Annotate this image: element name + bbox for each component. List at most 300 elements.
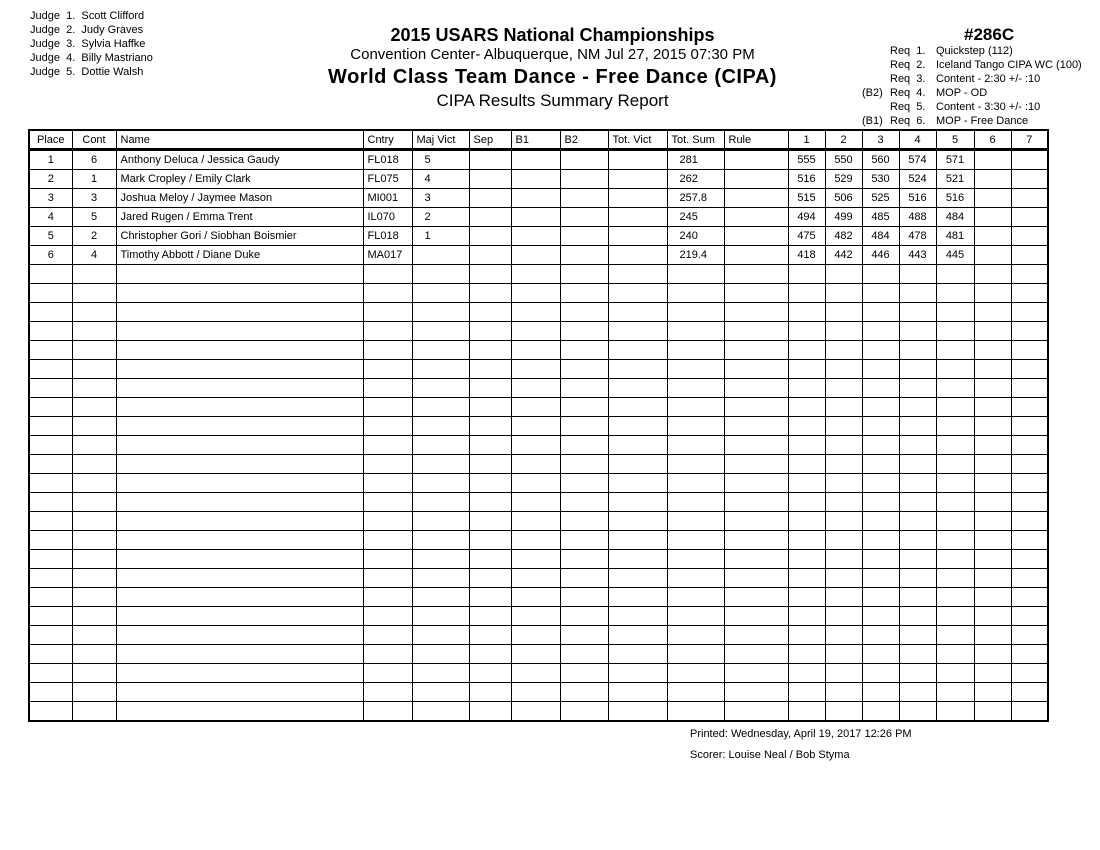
empty-cell <box>560 341 608 360</box>
cell-b2 <box>560 189 608 208</box>
empty-cell <box>116 512 363 531</box>
empty-cell <box>608 569 667 588</box>
cell-j6 <box>974 189 1011 208</box>
empty-cell <box>412 493 469 512</box>
empty-cell <box>412 569 469 588</box>
empty-cell <box>667 398 724 417</box>
empty-cell <box>1011 512 1048 531</box>
cell-tot-vict <box>608 246 667 265</box>
empty-cell <box>1011 379 1048 398</box>
req-label: Req 1. <box>890 45 926 57</box>
empty-cell <box>825 664 862 683</box>
cell-b1 <box>511 227 560 246</box>
empty-cell <box>788 645 825 664</box>
empty-row <box>29 664 1048 683</box>
req-label: Req 6. <box>890 115 926 127</box>
empty-cell <box>469 702 511 722</box>
empty-cell <box>412 550 469 569</box>
cell-place: 1 <box>29 150 72 170</box>
column-header: Maj Vict <box>412 130 469 150</box>
empty-cell <box>412 379 469 398</box>
empty-cell <box>363 531 412 550</box>
cell-place: 6 <box>29 246 72 265</box>
empty-cell <box>825 550 862 569</box>
empty-cell <box>936 379 974 398</box>
empty-cell <box>608 284 667 303</box>
empty-cell <box>72 474 116 493</box>
column-header: 7 <box>1011 130 1048 150</box>
empty-cell <box>1011 588 1048 607</box>
empty-cell <box>412 626 469 645</box>
empty-cell <box>1011 683 1048 702</box>
empty-cell <box>29 379 72 398</box>
results-table <box>28 129 1049 722</box>
empty-cell <box>608 550 667 569</box>
cell-j3: 530 <box>862 170 899 189</box>
empty-cell <box>29 265 72 284</box>
cell-b2 <box>560 227 608 246</box>
empty-cell <box>29 683 72 702</box>
empty-cell <box>825 569 862 588</box>
empty-cell <box>825 417 862 436</box>
scorer-line: Scorer: Louise Neal / Bob Styma <box>690 749 850 761</box>
empty-cell <box>974 265 1011 284</box>
empty-cell <box>899 417 936 436</box>
empty-cell <box>936 512 974 531</box>
empty-cell <box>560 683 608 702</box>
empty-cell <box>608 417 667 436</box>
empty-row <box>29 303 1048 322</box>
empty-cell <box>363 550 412 569</box>
empty-cell <box>363 474 412 493</box>
empty-cell <box>788 683 825 702</box>
empty-cell <box>724 607 788 626</box>
empty-cell <box>788 284 825 303</box>
empty-cell <box>667 436 724 455</box>
empty-cell <box>608 493 667 512</box>
empty-cell <box>29 702 72 722</box>
empty-cell <box>608 398 667 417</box>
requirement <box>862 58 1082 72</box>
empty-cell <box>412 588 469 607</box>
empty-cell <box>608 265 667 284</box>
empty-cell <box>974 493 1011 512</box>
empty-cell <box>72 360 116 379</box>
req-label: Req 4. <box>890 87 926 99</box>
empty-cell <box>862 417 899 436</box>
empty-cell <box>72 379 116 398</box>
empty-row <box>29 607 1048 626</box>
empty-cell <box>788 379 825 398</box>
empty-cell <box>1011 626 1048 645</box>
empty-cell <box>72 436 116 455</box>
empty-cell <box>469 303 511 322</box>
empty-cell <box>825 645 862 664</box>
empty-cell <box>363 645 412 664</box>
judge-line <box>30 9 153 23</box>
cell-j6 <box>974 170 1011 189</box>
empty-cell <box>788 607 825 626</box>
empty-cell <box>667 702 724 722</box>
judge-label: Judge 2. <box>30 24 76 36</box>
empty-cell <box>560 360 608 379</box>
cell-tot-sum: 240 <box>667 227 724 246</box>
empty-cell <box>724 474 788 493</box>
empty-cell <box>667 341 724 360</box>
empty-cell <box>511 360 560 379</box>
judge-line <box>30 23 153 37</box>
empty-cell <box>511 398 560 417</box>
empty-cell <box>608 322 667 341</box>
empty-cell <box>724 436 788 455</box>
empty-cell <box>825 322 862 341</box>
empty-cell <box>862 474 899 493</box>
judge-name: Sylvia Haffke <box>81 38 146 50</box>
empty-cell <box>560 569 608 588</box>
cell-tot-vict <box>608 227 667 246</box>
cell-cntry: IL070 <box>363 208 412 227</box>
cell-maj-vict: 2 <box>412 208 469 227</box>
empty-cell <box>862 645 899 664</box>
cell-tot-vict <box>608 189 667 208</box>
empty-cell <box>363 607 412 626</box>
cell-j1: 475 <box>788 227 825 246</box>
empty-row <box>29 322 1048 341</box>
empty-cell <box>116 341 363 360</box>
cell-b1 <box>511 189 560 208</box>
empty-cell <box>862 284 899 303</box>
empty-cell <box>825 379 862 398</box>
cell-j3: 525 <box>862 189 899 208</box>
empty-cell <box>72 322 116 341</box>
empty-row <box>29 683 1048 702</box>
empty-cell <box>862 455 899 474</box>
empty-cell <box>72 512 116 531</box>
empty-cell <box>825 493 862 512</box>
cell-name: Joshua Meloy / Jaymee Mason <box>116 189 363 208</box>
empty-cell <box>724 569 788 588</box>
req-prefix <box>862 100 890 114</box>
empty-cell <box>936 474 974 493</box>
empty-row <box>29 341 1048 360</box>
requirements-list <box>862 44 1082 128</box>
cell-j2: 499 <box>825 208 862 227</box>
cell-j2: 506 <box>825 189 862 208</box>
empty-cell <box>825 588 862 607</box>
empty-cell <box>608 379 667 398</box>
empty-cell <box>899 474 936 493</box>
cell-j6 <box>974 227 1011 246</box>
empty-row <box>29 360 1048 379</box>
empty-cell <box>363 588 412 607</box>
judge-label: Judge 4. <box>30 52 76 64</box>
printed-timestamp: Printed: Wednesday, April 19, 2017 12:26 PM <box>690 728 912 740</box>
empty-cell <box>29 607 72 626</box>
cell-j3: 560 <box>862 150 899 170</box>
req-text: MOP - OD <box>936 87 988 99</box>
cell-b2 <box>560 170 608 189</box>
empty-cell <box>825 436 862 455</box>
empty-cell <box>667 664 724 683</box>
column-header: Tot. Sum <box>667 130 724 150</box>
empty-cell <box>29 436 72 455</box>
empty-cell <box>412 645 469 664</box>
empty-cell <box>1011 360 1048 379</box>
empty-cell <box>29 531 72 550</box>
cell-j3: 484 <box>862 227 899 246</box>
empty-cell <box>560 303 608 322</box>
cell-cont: 6 <box>72 150 116 170</box>
cell-tot-vict <box>608 208 667 227</box>
empty-cell <box>788 493 825 512</box>
empty-cell <box>1011 550 1048 569</box>
table-row <box>29 208 1048 227</box>
cell-tot-sum: 281 <box>667 150 724 170</box>
cell-j5: 521 <box>936 170 974 189</box>
empty-cell <box>469 360 511 379</box>
cell-j2: 482 <box>825 227 862 246</box>
event-title: World Class Team Dance - Free Dance (CIPA) <box>328 66 777 88</box>
empty-cell <box>469 284 511 303</box>
empty-cell <box>1011 493 1048 512</box>
cell-j2: 529 <box>825 170 862 189</box>
empty-cell <box>363 436 412 455</box>
empty-cell <box>412 455 469 474</box>
empty-cell <box>560 474 608 493</box>
cell-j6 <box>974 208 1011 227</box>
empty-row <box>29 455 1048 474</box>
empty-cell <box>1011 702 1048 722</box>
cell-cont: 2 <box>72 227 116 246</box>
empty-cell <box>825 398 862 417</box>
empty-cell <box>825 607 862 626</box>
empty-cell <box>825 512 862 531</box>
empty-row <box>29 702 1048 722</box>
empty-cell <box>862 588 899 607</box>
empty-cell <box>116 683 363 702</box>
cell-b2 <box>560 150 608 170</box>
cell-j7 <box>1011 150 1048 170</box>
empty-cell <box>667 588 724 607</box>
empty-cell <box>116 493 363 512</box>
empty-cell <box>608 360 667 379</box>
empty-cell <box>899 436 936 455</box>
empty-cell <box>469 512 511 531</box>
cell-sep <box>469 208 511 227</box>
empty-cell <box>724 322 788 341</box>
empty-cell <box>363 569 412 588</box>
cell-maj-vict: 4 <box>412 170 469 189</box>
empty-cell <box>667 417 724 436</box>
empty-cell <box>825 303 862 322</box>
report-name: CIPA Results Summary Report <box>436 91 669 110</box>
cell-sep <box>469 189 511 208</box>
empty-cell <box>29 360 72 379</box>
empty-cell <box>667 455 724 474</box>
empty-cell <box>116 398 363 417</box>
empty-cell <box>412 341 469 360</box>
empty-cell <box>825 683 862 702</box>
empty-cell <box>974 398 1011 417</box>
empty-cell <box>724 512 788 531</box>
empty-cell <box>412 303 469 322</box>
empty-row <box>29 531 1048 550</box>
empty-cell <box>899 588 936 607</box>
empty-cell <box>862 702 899 722</box>
empty-cell <box>363 303 412 322</box>
empty-row <box>29 569 1048 588</box>
cell-cont: 3 <box>72 189 116 208</box>
empty-cell <box>469 417 511 436</box>
empty-cell <box>116 303 363 322</box>
empty-row <box>29 284 1048 303</box>
judge-label: Judge 3. <box>30 38 76 50</box>
cell-cont: 5 <box>72 208 116 227</box>
cell-rule <box>724 150 788 170</box>
empty-cell <box>862 265 899 284</box>
empty-cell <box>974 607 1011 626</box>
empty-cell <box>560 398 608 417</box>
empty-cell <box>667 645 724 664</box>
empty-cell <box>608 341 667 360</box>
empty-cell <box>724 379 788 398</box>
header-row <box>29 130 1048 150</box>
empty-cell <box>936 493 974 512</box>
empty-cell <box>412 531 469 550</box>
empty-cell <box>788 455 825 474</box>
empty-cell <box>899 341 936 360</box>
empty-cell <box>560 626 608 645</box>
empty-cell <box>788 303 825 322</box>
empty-cell <box>511 550 560 569</box>
empty-cell <box>469 474 511 493</box>
cell-j1: 515 <box>788 189 825 208</box>
empty-cell <box>116 265 363 284</box>
empty-cell <box>363 664 412 683</box>
empty-cell <box>511 322 560 341</box>
column-header: Rule <box>724 130 788 150</box>
cell-name: Timothy Abbott / Diane Duke <box>116 246 363 265</box>
empty-cell <box>412 398 469 417</box>
empty-cell <box>29 588 72 607</box>
empty-cell <box>72 569 116 588</box>
requirement <box>862 44 1082 58</box>
cell-rule <box>724 189 788 208</box>
empty-row <box>29 626 1048 645</box>
req-prefix <box>862 44 890 58</box>
empty-cell <box>363 379 412 398</box>
empty-cell <box>608 683 667 702</box>
empty-cell <box>974 455 1011 474</box>
cell-tot-sum: 262 <box>667 170 724 189</box>
empty-cell <box>974 303 1011 322</box>
column-header: Tot. Vict <box>608 130 667 150</box>
empty-cell <box>511 664 560 683</box>
empty-cell <box>936 417 974 436</box>
empty-cell <box>72 303 116 322</box>
empty-cell <box>788 341 825 360</box>
empty-cell <box>899 303 936 322</box>
empty-cell <box>724 265 788 284</box>
empty-cell <box>936 531 974 550</box>
empty-cell <box>511 379 560 398</box>
cell-name: Anthony Deluca / Jessica Gaudy <box>116 150 363 170</box>
empty-cell <box>862 512 899 531</box>
table-row <box>29 227 1048 246</box>
empty-cell <box>72 493 116 512</box>
cell-name: Christopher Gori / Siobhan Boismier <box>116 227 363 246</box>
empty-cell <box>72 683 116 702</box>
empty-cell <box>1011 645 1048 664</box>
table-row <box>29 150 1048 170</box>
empty-cell <box>72 702 116 722</box>
empty-cell <box>1011 607 1048 626</box>
empty-cell <box>29 398 72 417</box>
empty-cell <box>862 626 899 645</box>
empty-row <box>29 398 1048 417</box>
req-label: Req 5. <box>890 101 926 113</box>
empty-cell <box>936 455 974 474</box>
cell-j7 <box>1011 189 1048 208</box>
empty-cell <box>974 550 1011 569</box>
empty-cell <box>667 512 724 531</box>
empty-cell <box>974 360 1011 379</box>
cell-j7 <box>1011 227 1048 246</box>
empty-cell <box>412 683 469 702</box>
judge-name: Billy Mastriano <box>81 52 153 64</box>
event-number: #286C <box>964 25 1015 44</box>
empty-cell <box>936 398 974 417</box>
empty-cell <box>363 417 412 436</box>
empty-cell <box>825 626 862 645</box>
judge-label: Judge 5. <box>30 66 76 78</box>
empty-cell <box>724 550 788 569</box>
empty-cell <box>862 493 899 512</box>
cell-cntry: FL018 <box>363 227 412 246</box>
empty-row <box>29 474 1048 493</box>
empty-cell <box>899 322 936 341</box>
empty-cell <box>469 436 511 455</box>
empty-cell <box>363 265 412 284</box>
empty-cell <box>72 607 116 626</box>
cell-name: Jared Rugen / Emma Trent <box>116 208 363 227</box>
cell-j7 <box>1011 246 1048 265</box>
empty-cell <box>1011 436 1048 455</box>
empty-cell <box>788 531 825 550</box>
empty-row <box>29 493 1048 512</box>
empty-cell <box>936 550 974 569</box>
empty-cell <box>936 645 974 664</box>
empty-cell <box>724 284 788 303</box>
empty-cell <box>511 474 560 493</box>
empty-cell <box>412 607 469 626</box>
empty-cell <box>862 379 899 398</box>
empty-cell <box>412 512 469 531</box>
empty-cell <box>511 284 560 303</box>
empty-cell <box>936 588 974 607</box>
cell-b1 <box>511 208 560 227</box>
empty-cell <box>412 436 469 455</box>
empty-cell <box>469 588 511 607</box>
empty-cell <box>363 341 412 360</box>
empty-cell <box>667 474 724 493</box>
column-header: Sep <box>469 130 511 150</box>
req-prefix: (B1) <box>862 115 883 127</box>
empty-cell <box>363 493 412 512</box>
empty-cell <box>724 626 788 645</box>
empty-cell <box>667 379 724 398</box>
empty-cell <box>469 683 511 702</box>
